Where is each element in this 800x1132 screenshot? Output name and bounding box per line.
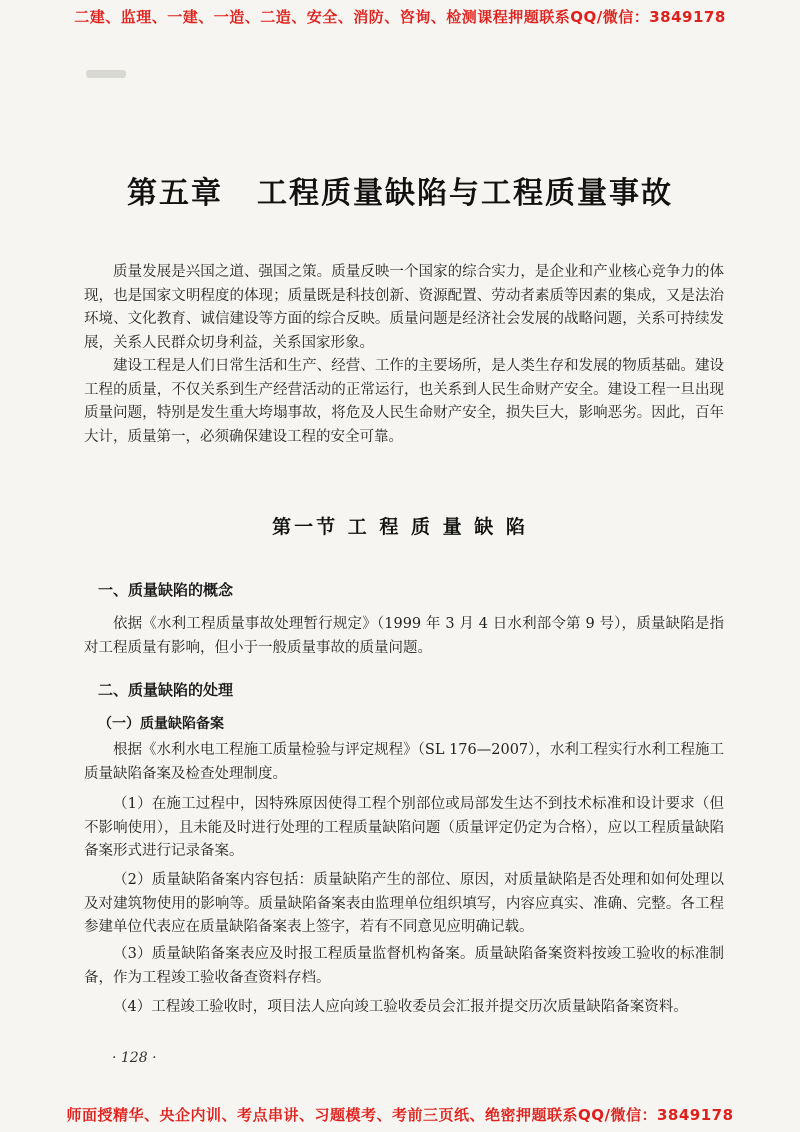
chapter-name: 工程质量缺陷与工程质量事故 <box>257 176 673 211</box>
subheading-defect-filing: （一）质量缺陷备案 <box>98 716 224 732</box>
filing-intro-paragraph: 根据《水利水电工程施工质量检验与评定规程》（SL 176—2007），水利工程实行水利工程施工质量缺陷备案及检查处理制度。 <box>84 742 724 782</box>
chapter-number: 第五章 <box>127 176 223 211</box>
intro-paragraph-2: 建设工程是人们日常生活和生产、经营、工作的主要场所，是人类生存和发展的物质基础。建设工程的质量，不仅关系到生产经营活动的正常运行，也关系到人民生命财产安全。建设工程一旦出现质量问题，特别是发生重大垮塌事故，将危及人民生命财产安全，损失巨大，影响恶劣。因此，百年大计，质量第一，必须确保建设工程的安全可靠。 <box>84 358 724 445</box>
top-ad-banner: 二建、监理、一建、一造、二造、安全、消防、咨询、检测课程押题联系QQ/微信：3849178 <box>74 8 726 26</box>
heading-defect-handling: 二、质量缺陷的处理 <box>98 681 234 699</box>
bottom-ad-banner: 师面授精华、央企内训、考点串讲、习题模考、考前三页纸、绝密押题联系QQ/微信：3849178 <box>66 1106 734 1124</box>
chapter-title <box>0 168 800 212</box>
section-title: 第一节 工 程 质 量 缺 陷 <box>272 516 528 538</box>
page-number: · 128 · <box>112 1050 157 1066</box>
filing-item-2: （2）质量缺陷备案内容包括：质量缺陷产生的部位、原因，对质量缺陷是否处理和如何处理以及对建筑物使用的影响等。质量缺陷备案表由监理单位组织填写，内容应真实、准确、完整。各工程参建单位代表应在质量缺陷备案表上签字，若有不同意见应明确记载。 <box>84 872 724 935</box>
scan-smudge <box>86 70 126 78</box>
heading-defect-concept: 一、质量缺陷的概念 <box>98 581 234 599</box>
defect-concept-paragraph: 依据《水利工程质量事故处理暂行规定》（1999 年 3 月 4 日水利部令第 9 号），质量缺陷是指对工程质量有影响，但小于一般质量事故的质量问题。 <box>84 616 724 656</box>
filing-item-3: （3）质量缺陷备案表应及时报工程质量监督机构备案。质量缺陷备案资料按竣工验收的标准制备，作为工程竣工验收备查资料存档。 <box>84 946 724 986</box>
filing-item-4: （4）工程竣工验收时，项目法人应向竣工验收委员会汇报并提交历次质量缺陷备案资料。 <box>113 999 688 1015</box>
filing-item-1: （1）在施工过程中，因特殊原因使得工程个别部位或局部发生达不到技术标准和设计要求（但不影响使用），且未能及时进行处理的工程质量缺陷问题（质量评定仍定为合格），应以工程质量缺陷备案形式进行记录备案。 <box>84 796 724 859</box>
intro-paragraph-1: 质量发展是兴国之道、强国之策。质量反映一个国家的综合实力，是企业和产业核心竞争力的体现，也是国家文明程度的体现；质量既是科技创新、资源配置、劳动者素质等因素的集成，又是法治环境、文化教育、诚信建设等方面的综合反映。质量问题是经济社会发展的战略问题，关系可持续发展，关系人民群众切身利益，关系国家形象。 <box>84 264 724 351</box>
